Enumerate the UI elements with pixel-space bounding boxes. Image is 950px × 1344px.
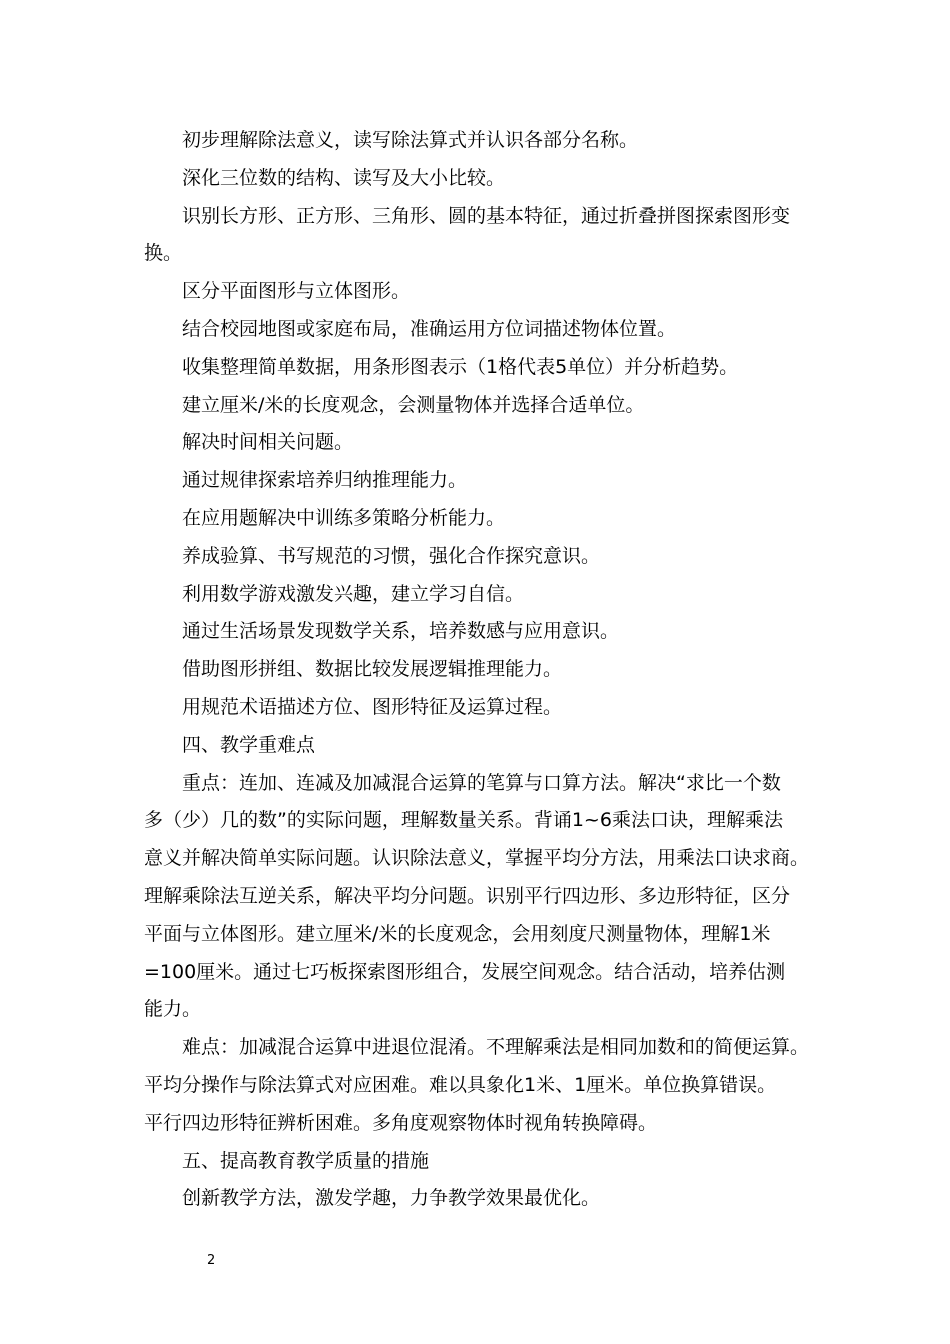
paragraph-key-points xyxy=(144,765,808,1030)
text-line: 四、教学重难点 xyxy=(182,733,316,756)
section-heading-quality-measures xyxy=(144,1143,808,1181)
text-line: 通过规律探索培养归纳推理能力。 xyxy=(182,469,468,492)
paragraph-bar-chart xyxy=(144,349,808,387)
text-line: 平均分操作与除法算式对应困难。难以具象化1米、1厘米。单位换算错误。 xyxy=(144,1073,777,1096)
paragraph-word-problems xyxy=(144,500,808,538)
paragraph-innovate-methods xyxy=(144,1180,808,1218)
text-line: 区分平面图形与立体图形。 xyxy=(182,280,411,303)
paragraph-life-scenes xyxy=(144,613,808,651)
text-line: 五、提高教育教学质量的措施 xyxy=(182,1149,430,1172)
text-line: 识别长方形、正方形、三角形、圆的基本特征，通过折叠拼图探索图形变 xyxy=(182,204,791,227)
text-line: 结合校园地图或家庭布局，准确运用方位词描述物体位置。 xyxy=(182,317,677,340)
text-line: 养成验算、书写规范的习惯，强化合作探究意识。 xyxy=(182,544,601,567)
text-line: 初步理解除法意义，读写除法算式并认识各部分名称。 xyxy=(182,129,639,151)
text-line: 建立厘米/米的长度观念，会测量物体并选择合适单位。 xyxy=(182,393,645,416)
text-line: 平面与立体图形。建立厘米/米的长度观念，会用刻度尺测量物体，理解1米 xyxy=(144,922,771,945)
text-line: 用规范术语描述方位、图形特征及运算过程。 xyxy=(182,695,563,718)
paragraph-difficult-points xyxy=(144,1029,808,1142)
text-line: 创新教学方法，激发学趣，力争教学效果最优化。 xyxy=(182,1187,601,1210)
text-line: 解决时间相关问题。 xyxy=(182,431,354,454)
paragraph-habits xyxy=(144,538,808,576)
text-line: =100厘米。通过七巧板探索图形组合，发展空间观念。结合活动，培养估测 xyxy=(144,960,786,983)
text-line: 意义并解决简单实际问题。认识除法意义，掌握平均分方法，用乘法口诀求商。 xyxy=(144,847,810,870)
text-line: 平行四边形特征辨析困难。多角度观察物体时视角转换障碍。 xyxy=(144,1111,658,1134)
text-line: 收集整理简单数据，用条形图表示（1格代表5单位）并分析趋势。 xyxy=(182,355,739,378)
paragraph-three-digit-numbers xyxy=(144,160,808,198)
paragraph-plane-solid xyxy=(144,273,808,311)
paragraph-standard-terms xyxy=(144,689,808,727)
paragraph-logic-reasoning xyxy=(144,651,808,689)
page-number: 2 xyxy=(207,1253,216,1268)
paragraph-pattern-reasoning xyxy=(144,462,808,500)
text-line: 重点：连加、连减及加减混合运算的笔算与口算方法。解决“求比一个数 xyxy=(182,771,781,794)
text-line: 利用数学游戏激发兴趣，建立学习自信。 xyxy=(182,582,525,605)
text-line: 借助图形拼组、数据比较发展逻辑推理能力。 xyxy=(182,658,563,681)
section-heading-key-difficult-points xyxy=(144,727,808,765)
paragraph-direction-words xyxy=(144,311,808,349)
paragraph-time-problems xyxy=(144,424,808,462)
text-line: 难点：加减混合运算中进退位混淆。不理解乘法是相同加数和的简便运算。 xyxy=(182,1036,810,1059)
text-line: 在应用题解决中训练多策略分析能力。 xyxy=(182,506,506,529)
paragraph-math-games xyxy=(144,576,808,614)
text-line: 多（少）几的数”的实际问题，理解数量关系。背诵1~6乘法口诀，理解乘法 xyxy=(144,809,783,832)
paragraph-length-units xyxy=(144,387,808,425)
paragraph-identify-shapes xyxy=(144,198,808,274)
document-body xyxy=(144,122,808,1218)
text-line: 能力。 xyxy=(144,998,202,1021)
text-line: 理解乘除法互逆关系，解决平均分问题。识别平行四边形、多边形特征，区分 xyxy=(144,884,791,907)
text-line: 换。 xyxy=(144,242,183,265)
paragraph-understand-division xyxy=(144,122,808,160)
text-line: 通过生活场景发现数学关系，培养数感与应用意识。 xyxy=(182,620,620,643)
text-line: 深化三位数的结构、读写及大小比较。 xyxy=(182,166,506,189)
